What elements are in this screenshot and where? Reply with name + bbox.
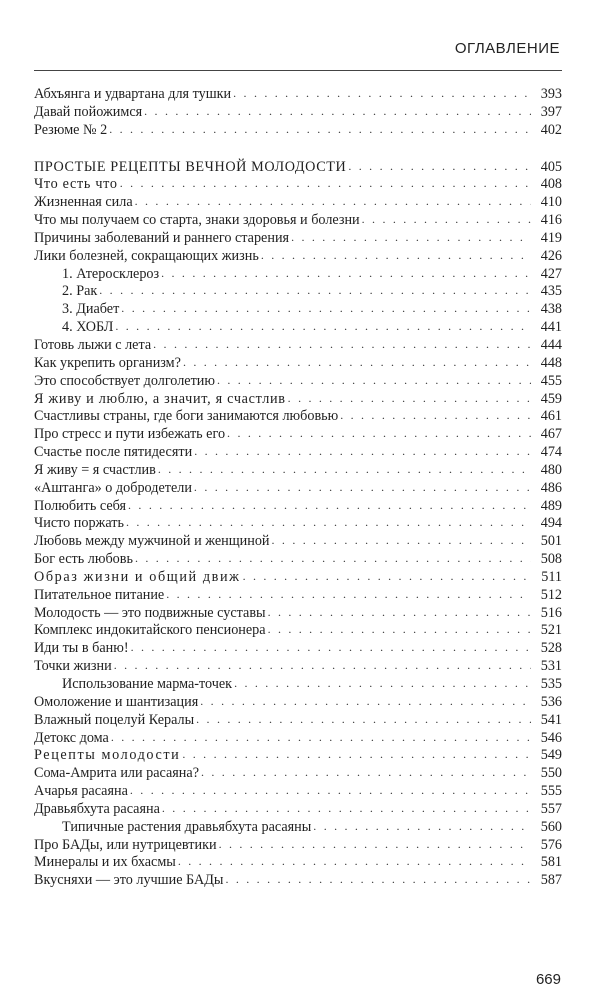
toc-entry-page: 516 (540, 604, 562, 621)
toc-entry-title: Я живу и люблю, а значит, я счастлив (34, 390, 286, 407)
toc-entry-title: 2. Рак (62, 283, 98, 300)
toc-entry-page: 581 (540, 854, 562, 871)
toc-entry (34, 104, 562, 122)
dot-leader (243, 568, 531, 586)
toc-entry-page: 528 (540, 640, 562, 657)
toc-entry (34, 515, 562, 533)
toc-entry-page: 397 (540, 103, 562, 120)
toc-entry-page: 467 (540, 426, 562, 443)
dot-leader (166, 586, 531, 604)
dot-leader (288, 390, 531, 408)
toc-entry-title: Дравьябхута расаяна (34, 800, 160, 817)
toc-entry-page: 550 (540, 765, 562, 782)
toc-entry-page: 511 (541, 568, 562, 585)
toc-entry (34, 765, 562, 783)
toc-entry (34, 176, 562, 194)
toc-entry-title: Причины заболеваний и раннего старения (34, 229, 290, 246)
toc-entry-page: 555 (540, 783, 562, 800)
toc-entry (34, 730, 562, 748)
table-of-contents (34, 86, 562, 890)
toc-entry-page: 531 (540, 658, 562, 675)
dot-leader (348, 158, 531, 176)
toc-entry-title: Бог есть любовь (34, 551, 133, 568)
dot-leader (200, 693, 531, 711)
dot-leader (178, 853, 531, 871)
toc-entry-title: Счастье после пятидесяти (34, 444, 193, 461)
dot-leader (131, 639, 531, 657)
toc-entry-page: 587 (540, 872, 562, 889)
dot-leader (217, 372, 531, 390)
toc-entry-title: Что мы получаем со старта, знаки здоровья и болезни (34, 212, 360, 229)
toc-entry-page: 535 (540, 676, 562, 692)
page-number: 669 (535, 971, 561, 988)
toc-entry (34, 872, 562, 890)
dot-leader (135, 193, 531, 211)
dot-leader (194, 479, 531, 497)
dot-leader (153, 336, 531, 354)
dot-leader (268, 621, 531, 639)
dot-leader (234, 675, 531, 693)
dot-leader (219, 836, 531, 854)
dot-leader (121, 300, 531, 318)
toc-entry (34, 569, 562, 587)
dot-leader (291, 229, 531, 247)
toc-entry (34, 819, 562, 837)
toc-entry-title: Про стресс и пути избежать его (34, 426, 226, 443)
toc-entry (34, 355, 562, 373)
toc-entry-title: Рецепты молодости (34, 747, 181, 764)
toc-entry-title: Абхъянга и удвартана для тушки (34, 86, 232, 102)
toc-entry-title: Питательное питание (34, 586, 165, 603)
toc-entry (34, 801, 562, 819)
toc-entry-title: Комплекс индокитайского пенсионера (34, 622, 266, 639)
toc-entry-title: Как укрепить организм? (34, 354, 181, 371)
dot-leader (115, 318, 531, 336)
toc-entry (34, 86, 562, 104)
dot-leader (261, 247, 531, 265)
toc-entry (34, 230, 562, 248)
toc-entry-page: 393 (540, 86, 562, 102)
toc-entry-title: ПРОСТЫЕ РЕЦЕПТЫ ВЕЧНОЙ МОЛОДОСТИ (34, 158, 347, 175)
toc-entry-page: 557 (540, 800, 562, 817)
toc-entry-page: 410 (540, 194, 562, 211)
toc-entry (34, 212, 562, 230)
toc-entry-title: Резюме № 2 (34, 121, 108, 138)
toc-entry (34, 837, 562, 855)
toc-entry-title: Любовь между мужчиной и женщиной (34, 533, 270, 550)
toc-entry-page: 501 (540, 533, 562, 550)
dot-leader (128, 497, 531, 515)
dot-leader (194, 443, 531, 461)
toc-entry (34, 319, 562, 337)
toc-entry-title: Давай пойожимся (34, 103, 143, 120)
toc-entry (34, 712, 562, 730)
toc-entry-title: Готовь лыжи с лета (34, 336, 152, 353)
dot-leader (201, 764, 531, 782)
toc-entry (34, 658, 562, 676)
toc-entry-title: Полюбить себя (34, 497, 127, 514)
toc-entry-title: Лики болезней, сокращающих жизнь (34, 247, 259, 264)
toc-entry-page: 512 (540, 586, 562, 603)
dot-leader (111, 729, 531, 747)
toc-entry-title: Жизненная сила (34, 194, 133, 211)
toc-entry-title: 3. Диабет (62, 301, 120, 318)
toc-entry (34, 408, 562, 426)
toc-entry-page: 441 (540, 319, 562, 336)
toc-entry-page: 576 (540, 836, 562, 853)
toc-entry-page: 419 (540, 229, 562, 246)
toc-entry (34, 373, 562, 391)
toc-entry (34, 498, 562, 516)
dot-leader (268, 604, 531, 622)
toc-entry (34, 426, 562, 444)
dot-leader (109, 121, 531, 139)
toc-entry-title: Точки жизни (34, 658, 112, 675)
toc-entry (34, 551, 562, 569)
dot-leader (362, 211, 531, 229)
toc-entry-title: Иди ты в баню! (34, 640, 129, 657)
dot-leader (161, 265, 531, 283)
toc-entry-page: 549 (540, 747, 562, 764)
toc-entry-title: Влажный поцелуй Кералы (34, 711, 195, 728)
toc-entry-page: 455 (540, 372, 562, 389)
toc-entry-page: 438 (540, 301, 562, 318)
toc-entry (34, 676, 562, 694)
toc-entry-title: Про БАДы, или нутрицевтики (34, 836, 217, 853)
section-gap (34, 140, 562, 159)
toc-entry-title: Сома-Амрита или расаяна? (34, 765, 199, 782)
toc-entry-title: 1. Атеросклероз (62, 265, 160, 282)
toc-entry-page: 416 (540, 212, 562, 229)
toc-entry (34, 587, 562, 605)
toc-entry (34, 266, 562, 284)
toc-entry (34, 694, 562, 712)
toc-entry-page: 405 (540, 158, 562, 175)
dot-leader (182, 746, 531, 764)
toc-entry-title: Это способствует долголетию (34, 372, 215, 389)
dot-leader (130, 782, 531, 800)
dot-leader (135, 550, 531, 568)
toc-entry-page: 426 (540, 247, 562, 264)
toc-entry (34, 301, 562, 319)
toc-group-continued (34, 86, 562, 140)
toc-entry-title: Ачарья расаяна (34, 783, 128, 800)
toc-entry (34, 605, 562, 623)
toc-entry-page: 560 (540, 818, 562, 835)
toc-entry-page: 459 (540, 390, 562, 407)
toc-entry-page: 408 (540, 176, 562, 193)
toc-entry (34, 194, 562, 212)
toc-entry-page: 474 (540, 444, 562, 461)
toc-entry (34, 622, 562, 640)
dot-leader (225, 871, 531, 889)
dot-leader (233, 85, 531, 103)
toc-entry-page: 489 (540, 497, 562, 514)
toc-entry-page: 461 (540, 408, 562, 425)
toc-entry-title: «Аштанга» о добродетели (34, 479, 192, 496)
toc-entry (34, 283, 562, 301)
dot-leader (313, 818, 531, 836)
toc-entry (34, 337, 562, 355)
toc-entry (34, 480, 562, 498)
dot-leader (158, 461, 531, 479)
toc-entry-page: 546 (540, 729, 562, 746)
running-header: ОГЛАВЛЕНИЕ (454, 40, 560, 57)
dot-leader (272, 532, 531, 550)
dot-leader (340, 407, 531, 425)
dot-leader (120, 175, 531, 193)
dot-leader (183, 354, 531, 372)
toc-entry-title: Детокс дома (34, 729, 109, 746)
toc-entry-title: Счастливы страны, где боги занимаются любовью (34, 408, 339, 425)
toc-entry (34, 533, 562, 551)
toc-entry (34, 122, 562, 140)
toc-entry-title: Молодость — это подвижные суставы (34, 604, 266, 621)
toc-entry-title: Я живу = я счастлив (34, 461, 156, 478)
toc-entry-title: Типичные растения дравьябхута расаяны (62, 818, 312, 835)
toc-entry (34, 248, 562, 266)
toc-entry-page: 536 (540, 693, 562, 710)
toc-entry (34, 444, 562, 462)
toc-entry-page: 508 (540, 551, 562, 568)
toc-entry-title: Использование марма-точек (62, 676, 233, 692)
toc-group-section (34, 159, 562, 891)
toc-entry-title: Образ жизни и общий движ (34, 568, 241, 585)
toc-entry-title: Вкусняхи — это лучшие БАДы (34, 872, 224, 889)
toc-entry (34, 783, 562, 801)
toc-entry-title: Минералы и их бхасмы (34, 854, 176, 871)
dot-leader (227, 425, 531, 443)
header-rule (34, 70, 562, 71)
toc-entry (34, 159, 562, 177)
toc-entry-page: 448 (540, 354, 562, 371)
toc-entry (34, 640, 562, 658)
dot-leader (126, 514, 531, 532)
dot-leader (114, 657, 531, 675)
toc-entry (34, 462, 562, 480)
dot-leader (99, 282, 531, 300)
dot-leader (162, 800, 531, 818)
toc-entry-page: 427 (540, 265, 562, 282)
toc-entry (34, 854, 562, 872)
toc-entry-page: 444 (540, 336, 562, 353)
toc-entry-page: 435 (540, 283, 562, 300)
toc-entry-page: 480 (540, 461, 562, 478)
toc-entry (34, 391, 562, 409)
toc-entry-page: 521 (540, 622, 562, 639)
dot-leader (196, 711, 531, 729)
toc-entry-page: 541 (540, 711, 562, 728)
toc-entry-title: Что есть что (34, 176, 118, 193)
toc-entry-title: Омоложение и шантизация (34, 693, 199, 710)
toc-entry-title: Чисто поржать (34, 515, 124, 532)
toc-entry-page: 486 (540, 479, 562, 496)
dot-leader (144, 103, 531, 121)
toc-entry-page: 494 (540, 515, 562, 532)
toc-entry-page: 402 (540, 121, 562, 138)
toc-entry-title: 4. ХОБЛ (62, 319, 114, 336)
toc-entry (34, 747, 562, 765)
